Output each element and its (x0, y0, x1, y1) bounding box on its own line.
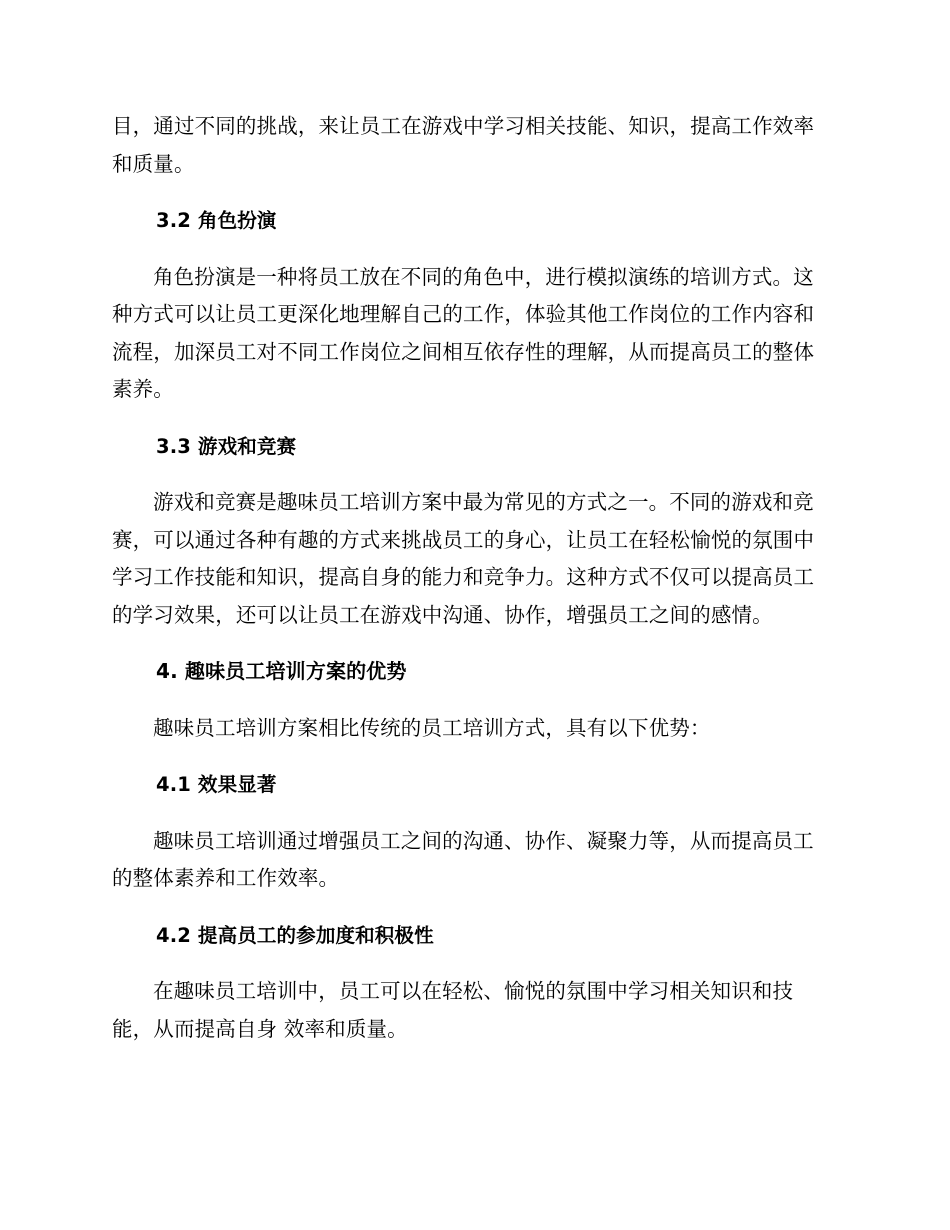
heading-4-1-significant-effect: 4.1 效果显著 (156, 773, 277, 796)
heading-3-3-games-competitions: 3.3 游戏和竞赛 (156, 434, 297, 458)
paragraph-games-competitions: 游戏和竞赛是趣味员工培训方案中最为常见的方式之一。不同的游戏和竞赛，可以通过各种有趣的方式来挑战员工的身心，让员工在轻松愉悦的氛围中学习工作技能和知识，提高自身的能力和竞争力。这种方式不仅可以提高员工的学习效果，还可以让员工在游戏中沟通、协作，增强员工之间的感情。 (112, 490, 815, 627)
heading-3-2-role-play: 3.2 角色扮演 (156, 209, 277, 232)
paragraph-significant-effect: 趣味员工培训通过增强员工之间的沟通、协作、凝聚力等，从而提高员工的整体素养和工作效率。 (112, 828, 814, 890)
heading-4-advantages: 4. 趣味员工培训方案的优势 (156, 659, 407, 683)
paragraph-role-play: 角色扮演是一种将员工放在不同的角色中，进行模拟演练的培训方式。这种方式可以让员工更深化地理解自己的工作，体验其他工作岗位的工作内容和流程，加深员工对不同工作岗位之间相互依存性的理解，从而提高员工的整体素养。 (112, 264, 815, 401)
paragraph-advantages-intro: 趣味员工培训方案相比传统的员工培训方式，具有以下优势： (153, 715, 711, 740)
heading-4-2-participation: 4.2 提高员工的参加度和积极性 (156, 923, 434, 947)
paragraph-participation: 在趣味员工培训中，员工可以在轻松、愉悦的氛围中学习相关知识和技能，从而提高自身 效率和质量。 (112, 979, 794, 1041)
document-body (112, 108, 832, 1067)
paragraph-continued: 目，通过不同的挑战，来让员工在游戏中学习相关技能、知识，提高工作效率和质量。 (112, 114, 815, 176)
